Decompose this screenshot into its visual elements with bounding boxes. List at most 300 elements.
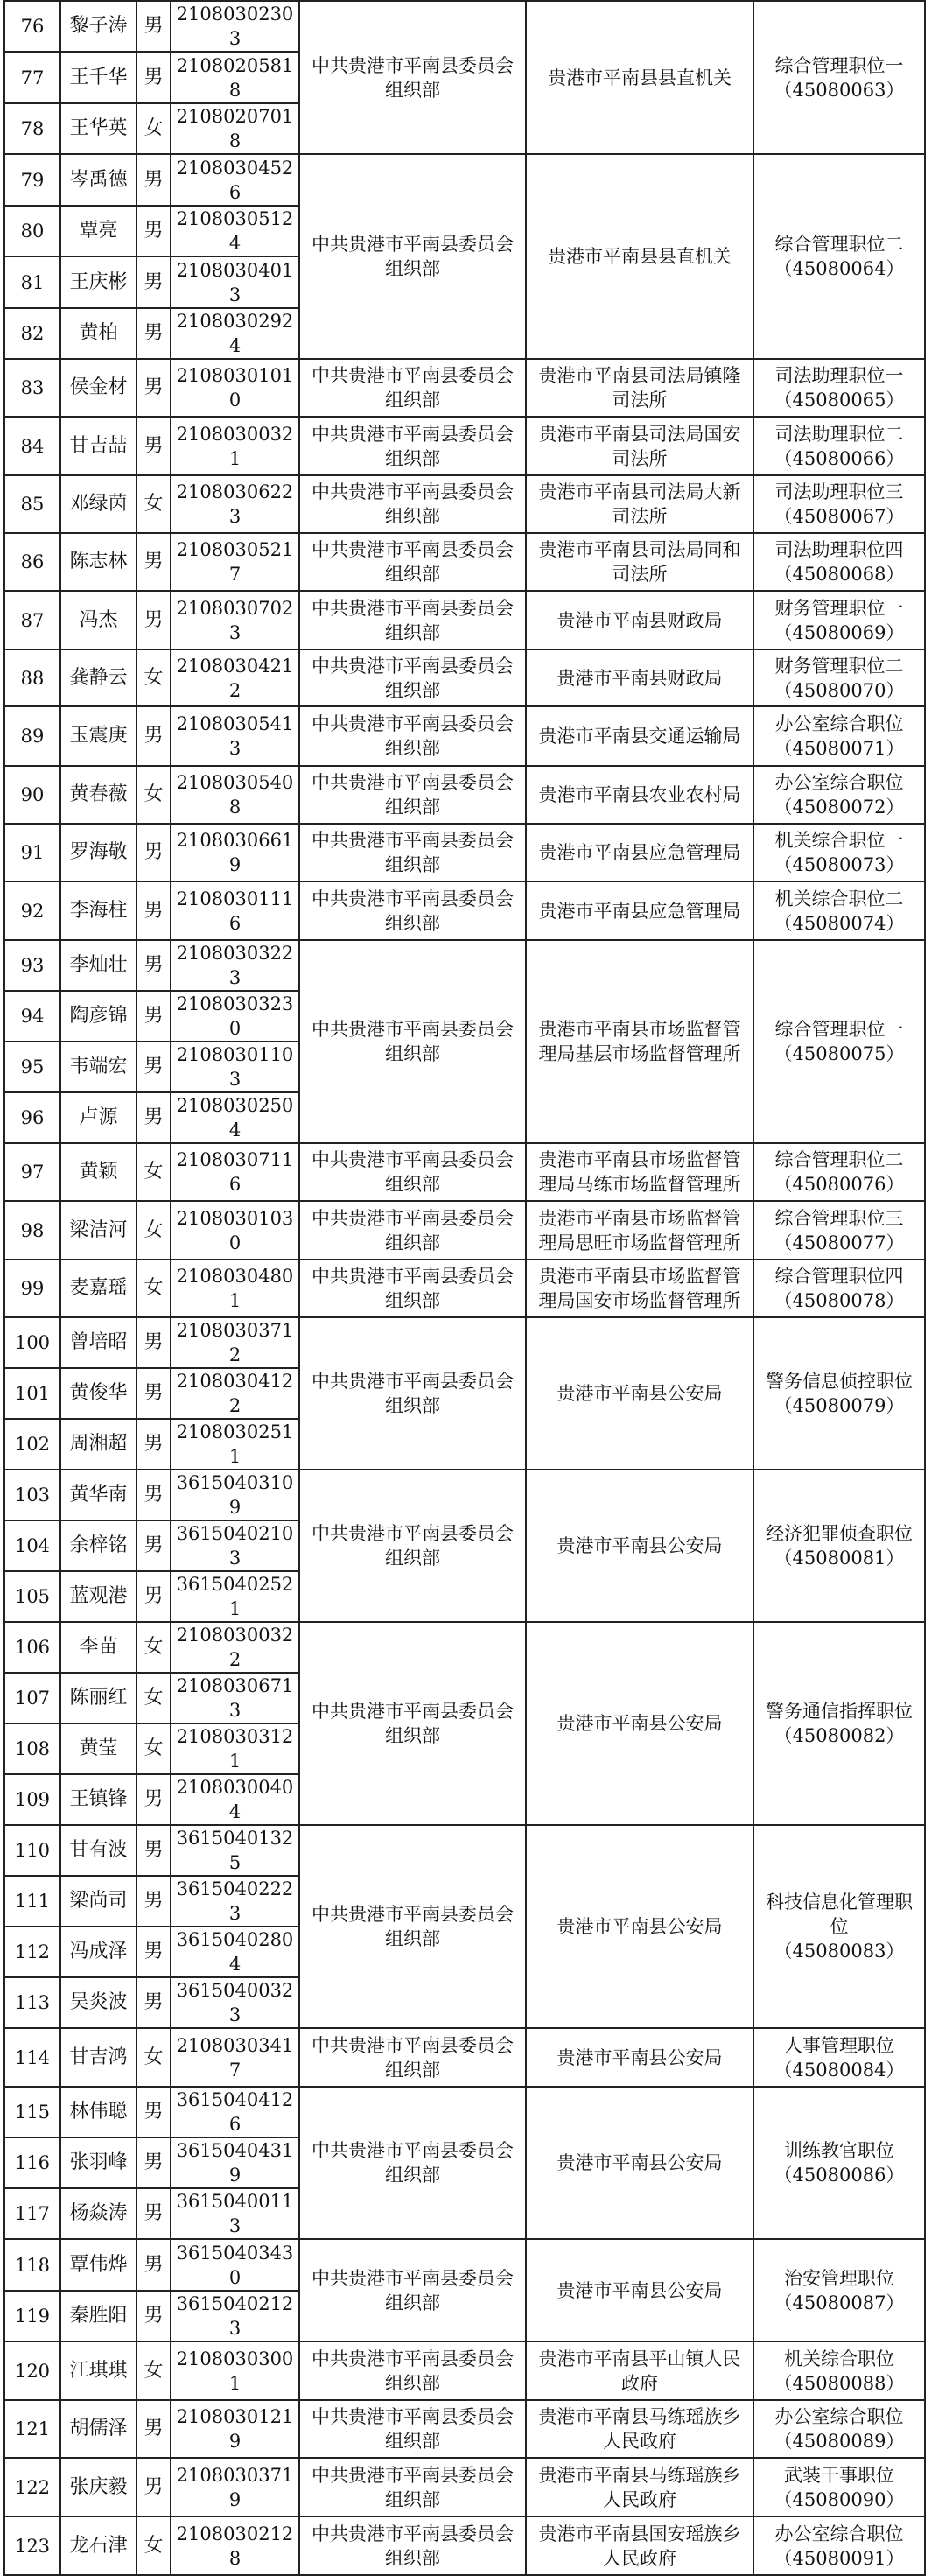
recruiting-department: 中共贵港市平南县委员会组织部 — [299, 154, 526, 359]
candidate-gender: 男 — [136, 2400, 171, 2458]
candidate-name: 陶彦锦 — [60, 991, 136, 1042]
candidate-name: 林伟聪 — [60, 2087, 136, 2137]
employing-unit: 贵港市平南县公安局 — [526, 2239, 753, 2341]
row-number: 103 — [4, 1470, 60, 1520]
candidate-exam-id: 36150402223 — [171, 1876, 299, 1927]
row-number: 97 — [4, 1143, 60, 1201]
candidate-exam-id: 21080301103 — [171, 1042, 299, 1092]
recruiting-department: 中共贵港市平南县委员会组织部 — [299, 1143, 526, 1201]
position-name: 司法助理职位一 — [774, 365, 904, 386]
recruiting-department: 中共贵港市平南县委员会组织部 — [299, 1622, 526, 1825]
candidate-name: 李苗 — [60, 1622, 136, 1673]
candidate-exam-id: 36150401325 — [171, 1825, 299, 1876]
recruiting-department: 中共贵港市平南县委员会组织部 — [299, 649, 526, 706]
table-row — [4, 649, 925, 706]
candidate-gender: 男 — [136, 991, 171, 1042]
row-number: 107 — [4, 1673, 60, 1723]
candidate-name: 甘吉喆 — [60, 417, 136, 475]
recruiting-department: 中共贵港市平南县委员会组织部 — [299, 2458, 526, 2516]
candidate-name: 黄华南 — [60, 1470, 136, 1520]
position-cell — [753, 417, 925, 475]
candidate-gender: 男 — [136, 1927, 171, 1977]
employing-unit: 贵港市平南县公安局 — [526, 1470, 753, 1622]
candidate-exam-id: 21080302924 — [171, 308, 299, 359]
position-name: 办公室综合职位 — [774, 772, 904, 793]
candidate-name: 江琪琪 — [60, 2341, 136, 2400]
row-number: 109 — [4, 1774, 60, 1825]
position-cell — [753, 1201, 925, 1260]
row-number: 82 — [4, 308, 60, 359]
candidate-exam-id: 36150402804 — [171, 1927, 299, 1977]
recruiting-department: 中共贵港市平南县委员会组织部 — [299, 2400, 526, 2458]
position-code: （45080063） — [774, 79, 905, 101]
candidate-exam-id: 21080305124 — [171, 206, 299, 256]
candidate-exam-id: 36150404126 — [171, 2087, 299, 2137]
position-code: （45080066） — [774, 447, 905, 469]
recruiting-department: 中共贵港市平南县委员会组织部 — [299, 2516, 526, 2575]
employing-unit: 贵港市平南县国安瑶族乡人民政府 — [526, 2516, 753, 2575]
candidate-exam-id: 21080306619 — [171, 824, 299, 881]
position-cell — [753, 2341, 925, 2400]
position-name: 综合管理职位四 — [774, 1266, 904, 1287]
candidate-gender: 男 — [136, 1876, 171, 1927]
candidate-gender: 男 — [136, 206, 171, 256]
employing-unit: 贵港市平南县交通运输局 — [526, 706, 753, 766]
position-cell — [753, 475, 925, 533]
candidate-exam-id: 36150402103 — [171, 1520, 299, 1571]
position-code: （45080089） — [774, 2431, 905, 2452]
candidate-gender: 女 — [136, 103, 171, 154]
row-number: 83 — [4, 359, 60, 417]
row-number: 121 — [4, 2400, 60, 2458]
candidate-exam-id: 21080300404 — [171, 1774, 299, 1825]
candidate-name: 黄春薇 — [60, 766, 136, 824]
position-name: 综合管理职位一 — [774, 1019, 904, 1040]
candidate-gender: 男 — [136, 1774, 171, 1825]
recruiting-department: 中共贵港市平南县委员会组织部 — [299, 2239, 526, 2341]
candidate-name: 周湘超 — [60, 1419, 136, 1470]
position-name: 机关综合职位二 — [774, 888, 904, 909]
recruiting-department: 中共贵港市平南县委员会组织部 — [299, 940, 526, 1143]
table-row — [4, 2087, 925, 2137]
employing-unit: 贵港市平南县市场监督管理局马练市场监督管理所 — [526, 1143, 753, 1201]
candidate-gender: 男 — [136, 1825, 171, 1876]
table-row — [4, 2239, 925, 2291]
candidate-name: 邓绿茵 — [60, 475, 136, 533]
position-cell — [753, 1470, 925, 1622]
row-number: 104 — [4, 1520, 60, 1571]
position-cell — [753, 940, 925, 1143]
candidate-name: 李灿壮 — [60, 940, 136, 991]
row-number: 99 — [4, 1260, 60, 1317]
candidate-gender: 男 — [136, 2291, 171, 2341]
position-code: （45080065） — [774, 390, 905, 411]
candidate-exam-id: 21080303230 — [171, 991, 299, 1042]
table-row — [4, 824, 925, 881]
position-name: 机关综合职位 — [784, 2348, 894, 2369]
recruiting-department: 中共贵港市平南县委员会组织部 — [299, 2341, 526, 2400]
recruiting-department: 中共贵港市平南县委员会组织部 — [299, 2087, 526, 2239]
candidate-exam-id: 36150403109 — [171, 1470, 299, 1520]
position-cell — [753, 533, 925, 591]
candidate-gender: 男 — [136, 52, 171, 103]
recruiting-department: 中共贵港市平南县委员会组织部 — [299, 1317, 526, 1470]
recruiting-department: 中共贵港市平南县委员会组织部 — [299, 359, 526, 417]
candidate-exam-id: 21080306223 — [171, 475, 299, 533]
position-cell — [753, 2087, 925, 2239]
position-code: （45080075） — [774, 1043, 905, 1064]
position-code: （45080078） — [774, 1290, 905, 1311]
row-number: 105 — [4, 1571, 60, 1622]
position-name: 办公室综合职位 — [774, 2523, 904, 2544]
row-number: 111 — [4, 1876, 60, 1927]
position-code: （45080090） — [774, 2488, 905, 2510]
candidate-name: 曾培昭 — [60, 1317, 136, 1368]
candidate-gender: 男 — [136, 2458, 171, 2516]
employing-unit: 贵港市平南县应急管理局 — [526, 881, 753, 940]
candidate-gender: 女 — [136, 649, 171, 706]
recruiting-department: 中共贵港市平南县委员会组织部 — [299, 706, 526, 766]
candidate-exam-id: 21080304122 — [171, 1368, 299, 1419]
candidate-gender: 男 — [136, 706, 171, 766]
position-code: （45080070） — [774, 679, 905, 701]
recruiting-department: 中共贵港市平南县委员会组织部 — [299, 1260, 526, 1317]
candidate-name: 余梓铭 — [60, 1520, 136, 1571]
candidate-name: 玉震庚 — [60, 706, 136, 766]
position-code: （45080081） — [774, 1548, 905, 1569]
candidate-exam-id: 36150400323 — [171, 1977, 299, 2028]
table-row — [4, 2516, 925, 2575]
position-code: （45080079） — [774, 1395, 905, 1416]
candidate-exam-id: 21080307116 — [171, 1143, 299, 1201]
row-number: 100 — [4, 1317, 60, 1368]
candidate-exam-id: 21080301030 — [171, 1201, 299, 1260]
recruiting-department: 中共贵港市平南县委员会组织部 — [299, 417, 526, 475]
candidate-gender: 男 — [136, 154, 171, 206]
employing-unit: 贵港市平南县县直机关 — [526, 1, 753, 154]
position-code: （45080072） — [774, 797, 905, 818]
row-number: 87 — [4, 591, 60, 649]
candidate-gender: 男 — [136, 2137, 171, 2188]
candidate-gender: 男 — [136, 256, 171, 308]
table-row — [4, 417, 925, 475]
position-code: （45080064） — [774, 258, 905, 279]
row-number: 112 — [4, 1927, 60, 1977]
position-code: （45080076） — [774, 1174, 905, 1195]
candidate-exam-id: 36150404319 — [171, 2137, 299, 2188]
table-row — [4, 591, 925, 649]
position-name: 训练教官职位 — [784, 2140, 894, 2161]
candidate-gender: 男 — [136, 591, 171, 649]
row-number: 114 — [4, 2028, 60, 2087]
candidate-exam-id: 36150402521 — [171, 1571, 299, 1622]
position-cell — [753, 1317, 925, 1470]
candidate-name: 侯金材 — [60, 359, 136, 417]
candidate-name: 蓝观港 — [60, 1571, 136, 1622]
position-name: 财务管理职位一 — [774, 597, 904, 619]
position-name: 司法助理职位三 — [774, 481, 904, 502]
row-number: 120 — [4, 2341, 60, 2400]
position-name: 警务通信指挥职位 — [766, 1701, 913, 1722]
table-row — [4, 533, 925, 591]
candidate-gender: 女 — [136, 2028, 171, 2087]
position-cell — [753, 1260, 925, 1317]
candidate-gender: 女 — [136, 1143, 171, 1201]
row-number: 98 — [4, 1201, 60, 1260]
candidate-name: 麦嘉瑶 — [60, 1260, 136, 1317]
position-cell — [753, 824, 925, 881]
employing-unit: 贵港市平南县县直机关 — [526, 154, 753, 359]
position-cell — [753, 881, 925, 940]
position-cell — [753, 1825, 925, 2028]
employing-unit: 贵港市平南县农业农村局 — [526, 766, 753, 824]
employing-unit: 贵港市平南县公安局 — [526, 1825, 753, 2028]
position-cell — [753, 2516, 925, 2575]
candidate-name: 龚静云 — [60, 649, 136, 706]
table-row — [4, 766, 925, 824]
position-name: 机关综合职位一 — [774, 830, 904, 851]
candidate-exam-id: 36150403430 — [171, 2239, 299, 2291]
candidate-exam-id: 21080207018 — [171, 103, 299, 154]
candidate-gender: 男 — [136, 1368, 171, 1419]
candidate-exam-id: 21080303223 — [171, 940, 299, 991]
position-name: 综合管理职位二 — [774, 1149, 904, 1170]
candidate-name: 李海柱 — [60, 881, 136, 940]
candidate-gender: 男 — [136, 2239, 171, 2291]
position-cell — [753, 2400, 925, 2458]
candidate-name: 黎子涛 — [60, 1, 136, 52]
employing-unit: 贵港市平南县应急管理局 — [526, 824, 753, 881]
row-number: 80 — [4, 206, 60, 256]
row-number: 90 — [4, 766, 60, 824]
candidate-name: 梁尚司 — [60, 1876, 136, 1927]
candidate-name: 黄莹 — [60, 1723, 136, 1774]
table-row — [4, 1201, 925, 1260]
table-row — [4, 2400, 925, 2458]
row-number: 85 — [4, 475, 60, 533]
table-row — [4, 940, 925, 991]
recruiting-department: 中共贵港市平南县委员会组织部 — [299, 1470, 526, 1622]
candidate-exam-id: 21080307023 — [171, 591, 299, 649]
row-number: 102 — [4, 1419, 60, 1470]
row-number: 93 — [4, 940, 60, 991]
candidate-gender: 男 — [136, 1317, 171, 1368]
table-row — [4, 1143, 925, 1201]
position-code: （45080073） — [774, 854, 905, 875]
candidate-name: 陈丽红 — [60, 1673, 136, 1723]
position-name: 司法助理职位二 — [774, 423, 904, 445]
row-number: 115 — [4, 2087, 60, 2137]
candidate-exam-id: 21080304013 — [171, 256, 299, 308]
position-cell — [753, 766, 925, 824]
candidate-gender: 男 — [136, 1977, 171, 2028]
position-name: 人事管理职位 — [784, 2034, 894, 2056]
position-name: 武装干事职位 — [784, 2464, 894, 2486]
row-number: 116 — [4, 2137, 60, 2188]
row-number: 81 — [4, 256, 60, 308]
table-row — [4, 1622, 925, 1673]
employing-unit: 贵港市平南县财政局 — [526, 591, 753, 649]
position-code: （45080084） — [774, 2059, 905, 2081]
recruiting-department: 中共贵港市平南县委员会组织部 — [299, 2028, 526, 2087]
row-number: 76 — [4, 1, 60, 52]
candidate-name: 张庆毅 — [60, 2458, 136, 2516]
candidate-name: 杨焱涛 — [60, 2188, 136, 2239]
candidate-gender: 男 — [136, 1470, 171, 1520]
employing-unit: 贵港市平南县平山镇人民政府 — [526, 2341, 753, 2400]
table-row — [4, 2341, 925, 2400]
position-name: 办公室综合职位 — [774, 713, 904, 734]
candidate-gender: 女 — [136, 1673, 171, 1723]
employing-unit: 贵港市平南县公安局 — [526, 2028, 753, 2087]
candidate-name: 梁洁河 — [60, 1201, 136, 1260]
candidate-gender: 男 — [136, 824, 171, 881]
row-number: 79 — [4, 154, 60, 206]
row-number: 94 — [4, 991, 60, 1042]
position-code: （45080088） — [774, 2372, 905, 2394]
employing-unit: 贵港市平南县市场监督管理局思旺市场监督管理所 — [526, 1201, 753, 1260]
position-code: （45080083） — [774, 1941, 905, 1962]
candidate-exam-id: 21080305217 — [171, 533, 299, 591]
row-number: 86 — [4, 533, 60, 591]
row-number: 106 — [4, 1622, 60, 1673]
recruiting-department: 中共贵港市平南县委员会组织部 — [299, 1201, 526, 1260]
candidate-exam-id: 21080302511 — [171, 1419, 299, 1470]
position-code: （45080067） — [774, 506, 905, 527]
candidate-gender: 男 — [136, 1092, 171, 1143]
candidate-gender: 女 — [136, 1723, 171, 1774]
position-cell — [753, 649, 925, 706]
employing-unit: 贵港市平南县司法局国安司法所 — [526, 417, 753, 475]
table-row — [4, 475, 925, 533]
table-row — [4, 1, 925, 52]
position-name: 综合管理职位二 — [774, 234, 904, 255]
row-number: 78 — [4, 103, 60, 154]
row-number: 108 — [4, 1723, 60, 1774]
candidate-gender: 女 — [136, 766, 171, 824]
candidate-name: 黄柏 — [60, 308, 136, 359]
candidate-name: 冯杰 — [60, 591, 136, 649]
table-row — [4, 359, 925, 417]
employing-unit: 贵港市平南县马练瑶族乡人民政府 — [526, 2400, 753, 2458]
candidate-exam-id: 21080205818 — [171, 52, 299, 103]
candidate-gender: 女 — [136, 1260, 171, 1317]
table-row — [4, 154, 925, 206]
candidate-name: 甘有波 — [60, 1825, 136, 1876]
candidate-name: 龙石津 — [60, 2516, 136, 2575]
row-number: 118 — [4, 2239, 60, 2291]
row-number: 91 — [4, 824, 60, 881]
employing-unit: 贵港市平南县公安局 — [526, 2087, 753, 2239]
table-row — [4, 1825, 925, 1876]
candidate-name: 王华英 — [60, 103, 136, 154]
candidate-exam-id: 21080301010 — [171, 359, 299, 417]
candidate-gender: 男 — [136, 881, 171, 940]
candidate-name: 岑禹德 — [60, 154, 136, 206]
position-code: （45080077） — [774, 1232, 905, 1253]
candidate-gender: 男 — [136, 940, 171, 991]
recruiting-department: 中共贵港市平南县委员会组织部 — [299, 824, 526, 881]
position-name: 司法助理职位四 — [774, 539, 904, 560]
position-cell — [753, 2028, 925, 2087]
candidate-exam-id: 36150402123 — [171, 2291, 299, 2341]
candidate-name: 王镇锋 — [60, 1774, 136, 1825]
candidate-gender: 女 — [136, 1622, 171, 1673]
position-name: 警务信息侦控职位 — [766, 1371, 913, 1392]
row-number: 92 — [4, 881, 60, 940]
position-cell — [753, 1, 925, 154]
candidate-table — [4, 0, 926, 2576]
candidate-gender: 男 — [136, 1571, 171, 1622]
candidate-exam-id: 21080302504 — [171, 1092, 299, 1143]
table-row — [4, 706, 925, 766]
position-cell — [753, 1622, 925, 1825]
position-code: （45080086） — [774, 2165, 905, 2186]
row-number: 123 — [4, 2516, 60, 2575]
position-code: （45080071） — [774, 738, 905, 759]
candidate-gender: 男 — [136, 359, 171, 417]
candidate-gender: 女 — [136, 2341, 171, 2400]
candidate-gender: 男 — [136, 417, 171, 475]
table-row — [4, 1317, 925, 1368]
table-row — [4, 881, 925, 940]
table-body — [4, 1, 925, 2575]
row-number: 96 — [4, 1092, 60, 1143]
candidate-name: 覃伟烨 — [60, 2239, 136, 2291]
candidate-gender: 女 — [136, 475, 171, 533]
employing-unit: 贵港市平南县公安局 — [526, 1622, 753, 1825]
employing-unit: 贵港市平南县司法局镇隆司法所 — [526, 359, 753, 417]
candidate-gender: 男 — [136, 1419, 171, 1470]
employing-unit: 贵港市平南县财政局 — [526, 649, 753, 706]
employing-unit: 贵港市平南县马练瑶族乡人民政府 — [526, 2458, 753, 2516]
candidate-exam-id: 21080304801 — [171, 1260, 299, 1317]
employing-unit: 贵港市平南县司法局大新司法所 — [526, 475, 753, 533]
candidate-exam-id: 21080301219 — [171, 2400, 299, 2458]
candidate-exam-id: 21080306713 — [171, 1673, 299, 1723]
position-name: 经济犯罪侦查职位 — [766, 1523, 913, 1544]
candidate-name: 胡儒泽 — [60, 2400, 136, 2458]
candidate-gender: 男 — [136, 2087, 171, 2137]
candidate-name: 吴炎波 — [60, 1977, 136, 2028]
row-number: 89 — [4, 706, 60, 766]
row-number: 119 — [4, 2291, 60, 2341]
candidate-exam-id: 21080303001 — [171, 2341, 299, 2400]
candidate-exam-id: 21080300321 — [171, 417, 299, 475]
candidate-exam-id: 21080305408 — [171, 766, 299, 824]
row-number: 77 — [4, 52, 60, 103]
candidate-name: 王千华 — [60, 52, 136, 103]
employing-unit: 贵港市平南县市场监督管理局国安市场监督管理所 — [526, 1260, 753, 1317]
row-number: 95 — [4, 1042, 60, 1092]
candidate-gender: 男 — [136, 533, 171, 591]
position-cell — [753, 154, 925, 359]
recruiting-department: 中共贵港市平南县委员会组织部 — [299, 881, 526, 940]
candidate-name: 秦胜阳 — [60, 2291, 136, 2341]
candidate-gender: 男 — [136, 2188, 171, 2239]
position-name: 治安管理职位 — [784, 2267, 894, 2289]
recruiting-department: 中共贵港市平南县委员会组织部 — [299, 533, 526, 591]
row-number: 113 — [4, 1977, 60, 2028]
candidate-exam-id: 21080303121 — [171, 1723, 299, 1774]
candidate-exam-id: 21080304212 — [171, 649, 299, 706]
candidate-name: 黄颖 — [60, 1143, 136, 1201]
candidate-exam-id: 21080302303 — [171, 1, 299, 52]
candidate-name: 罗海敬 — [60, 824, 136, 881]
position-name: 财务管理职位二 — [774, 655, 904, 677]
candidate-gender: 男 — [136, 1520, 171, 1571]
candidate-name: 张羽峰 — [60, 2137, 136, 2188]
